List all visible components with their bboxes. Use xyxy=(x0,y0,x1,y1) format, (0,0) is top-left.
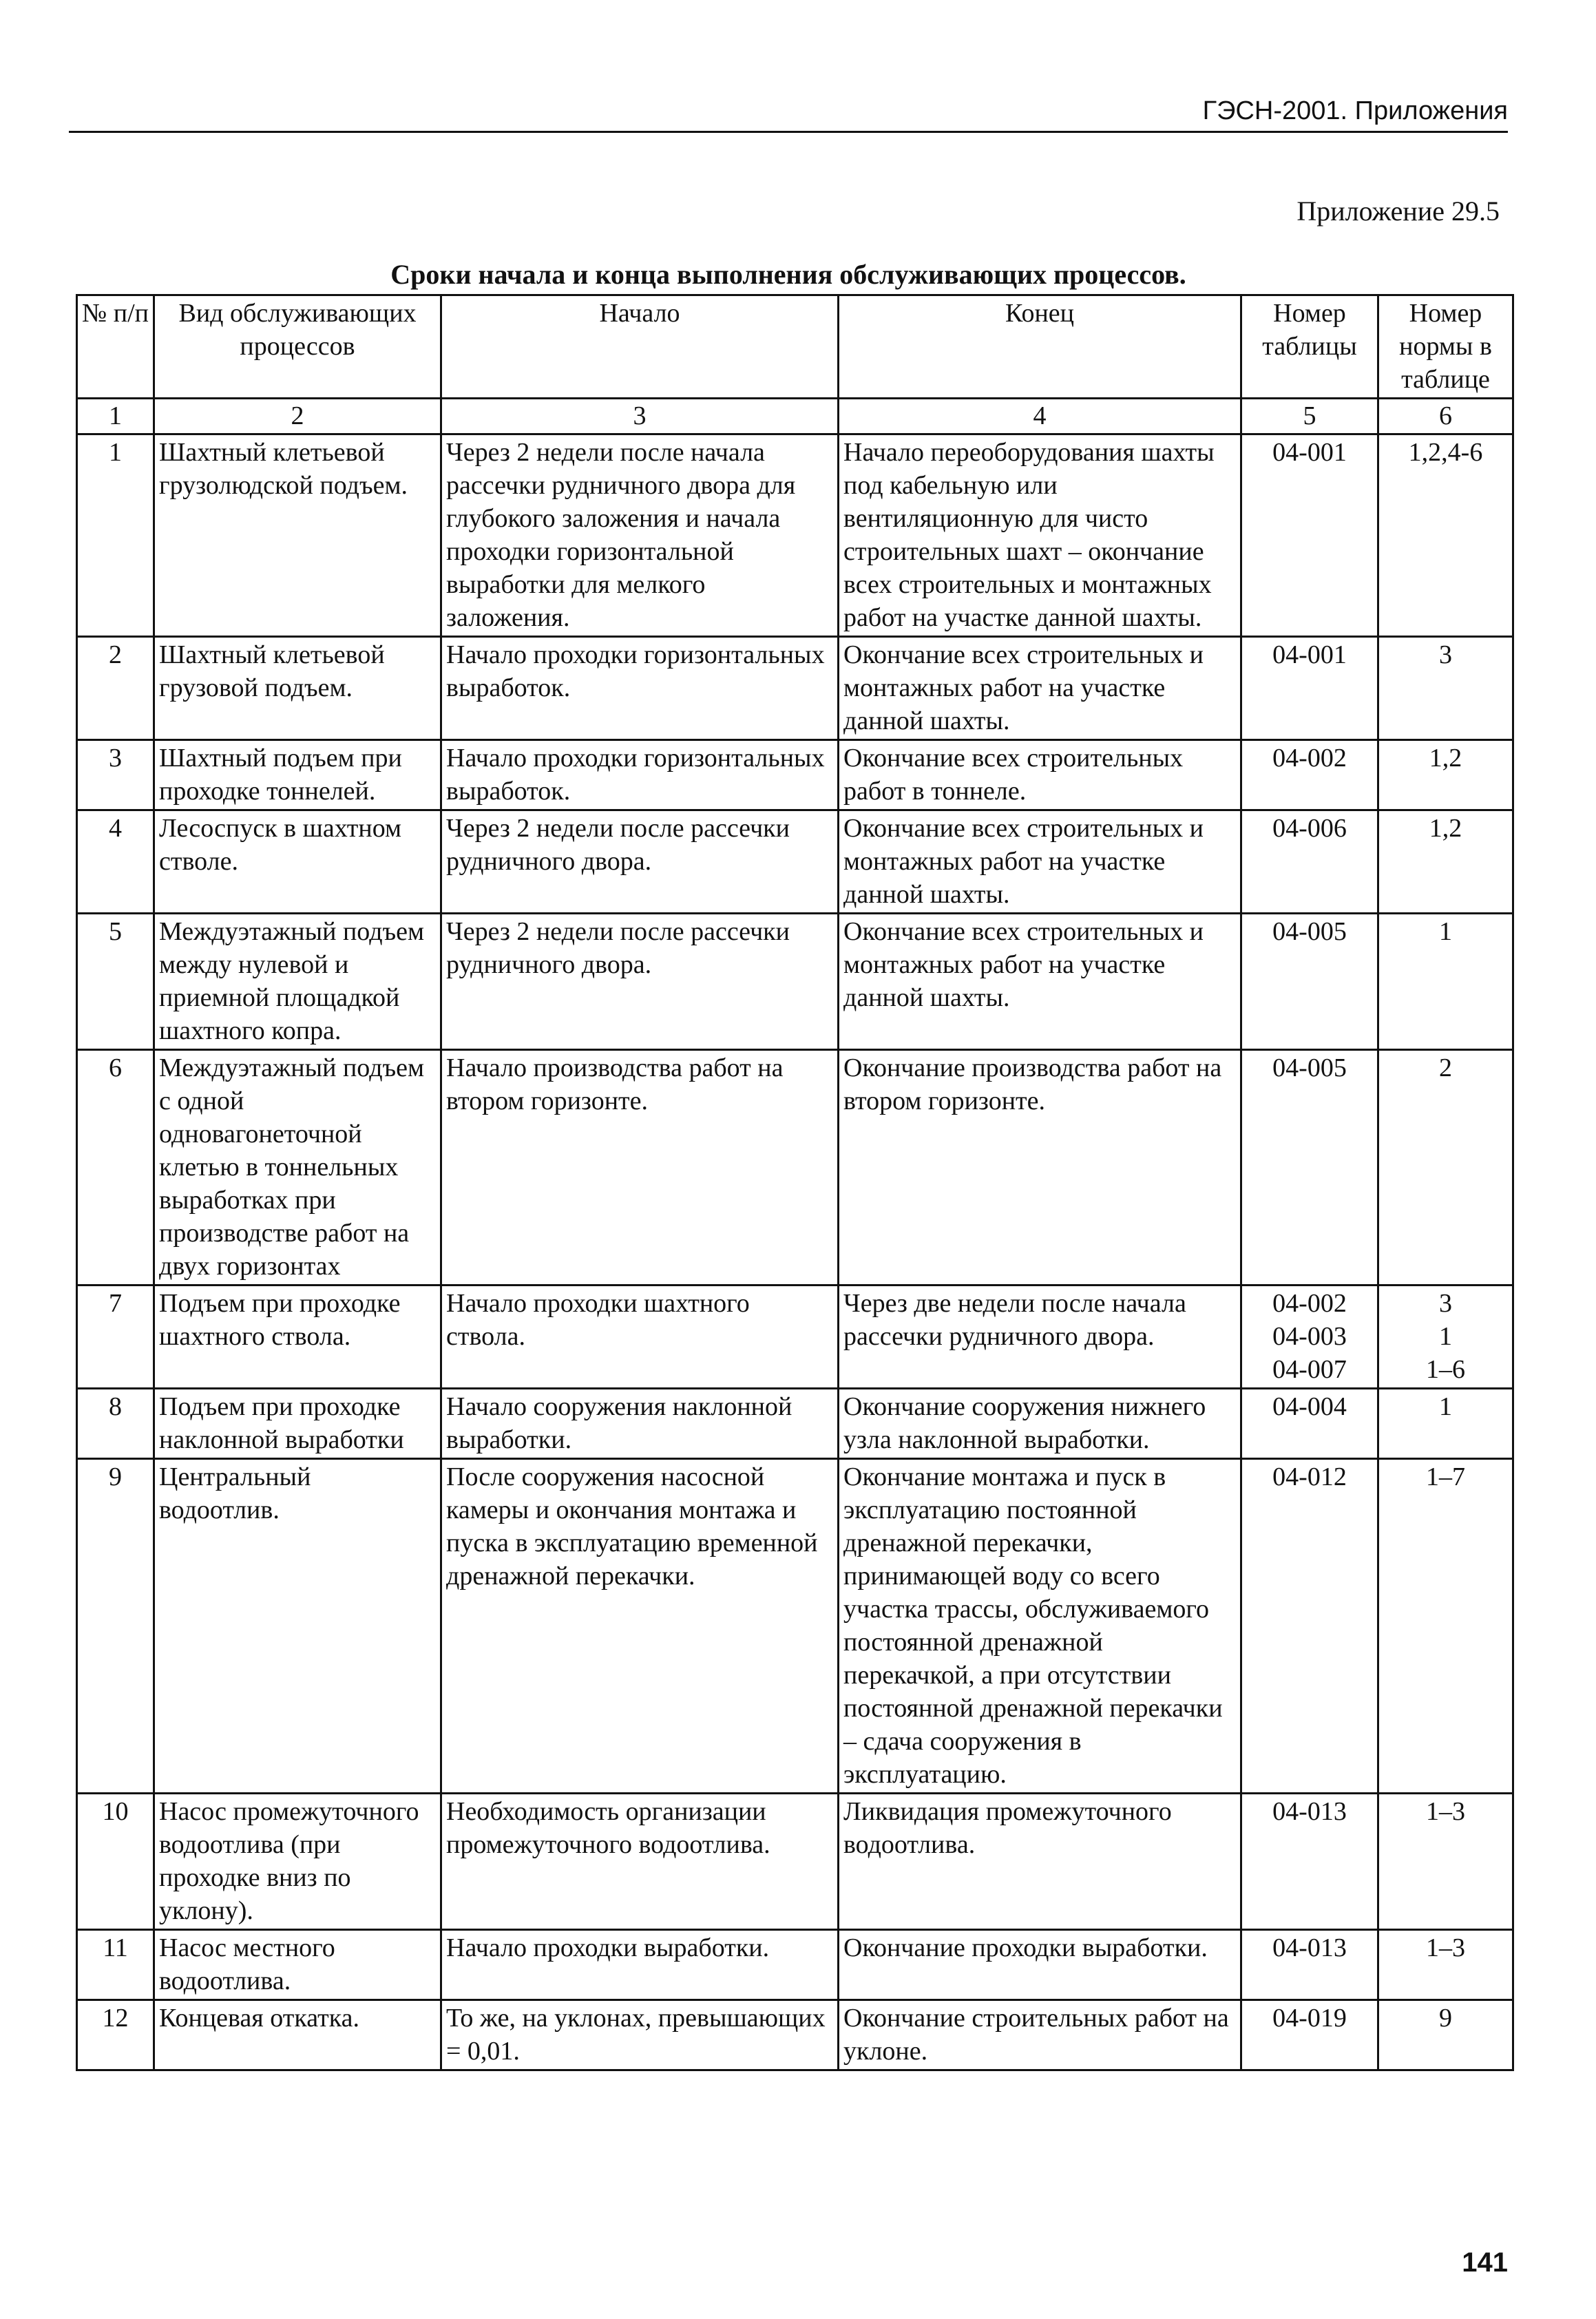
end-cell: Через две недели после начала рассечки рудничного двора. xyxy=(839,1286,1241,1389)
process-cell: Насос местного водоотлива. xyxy=(154,1930,441,2000)
norm-number-cell: 1–3 xyxy=(1378,1794,1513,1930)
table-number-cell: 04-013 xyxy=(1241,1794,1378,1930)
table-row xyxy=(77,914,1513,1050)
process-cell: Подъем при проходке шахтного ствола. xyxy=(154,1286,441,1389)
header-cell-process: Вид обслуживающих процессов xyxy=(154,295,441,399)
table-number-cell: 04-006 xyxy=(1241,810,1378,914)
table-number-cell: 04-005 xyxy=(1241,914,1378,1050)
end-cell: Окончание всех строительных работ в тоннеле. xyxy=(839,740,1241,810)
process-cell: Лесоспуск в шахтном стволе. xyxy=(154,810,441,914)
end-cell: Окончание всех строительных и монтажных работ на участке данной шахты. xyxy=(839,637,1241,740)
table-number-cell: 04-002 xyxy=(1241,740,1378,810)
column-number: 6 xyxy=(1378,399,1513,434)
header-cell-norm-no: Номер нормы в таблице xyxy=(1378,295,1513,399)
start-cell: Начало проходки горизонтальных выработок. xyxy=(441,740,839,810)
row-number-cell: 4 xyxy=(77,810,154,914)
norm-number-cell: 1,2 xyxy=(1378,810,1513,914)
table-row xyxy=(77,810,1513,914)
process-cell: Междуэтажный подъем с одной одновагонеточной клетью в тоннельных выработках при производстве работ на двух горизонтах xyxy=(154,1050,441,1286)
process-cell: Шахтный клетьевой грузолюдской подъем. xyxy=(154,434,441,637)
table-number-cell: 04-004 xyxy=(1241,1389,1378,1459)
norm-number-cell: 9 xyxy=(1378,2000,1513,2070)
table-row xyxy=(77,2000,1513,2070)
table-number-cell: 04-019 xyxy=(1241,2000,1378,2070)
norm-number-cell: 1 xyxy=(1378,914,1513,1050)
header-cell-end: Конец xyxy=(839,295,1241,399)
start-cell: Начало проходки шахтного ствола. xyxy=(441,1286,839,1389)
row-number-cell: 3 xyxy=(77,740,154,810)
column-number: 4 xyxy=(839,399,1241,434)
header-cell-table-no: Номер таблицы xyxy=(1241,295,1378,399)
row-number-cell: 11 xyxy=(77,1930,154,2000)
column-number-row xyxy=(77,399,1513,434)
start-cell: Через 2 недели после начала рассечки рудничного двора для глубокого заложения и начала проходки горизонтальной выработки для мелкого заложения. xyxy=(441,434,839,637)
norm-number-cell: 3 xyxy=(1378,637,1513,740)
process-cell: Шахтный клетьевой грузовой подъем. xyxy=(154,637,441,740)
table-row xyxy=(77,1286,1513,1389)
column-number: 2 xyxy=(154,399,441,434)
row-number-cell: 1 xyxy=(77,434,154,637)
start-cell: То же, на уклонах, превышающих = 0,01. xyxy=(441,2000,839,2070)
table-number-cell: 04-001 xyxy=(1241,434,1378,637)
row-number-cell: 8 xyxy=(77,1389,154,1459)
table-number-cell: 04-001 xyxy=(1241,637,1378,740)
table-row xyxy=(77,1459,1513,1794)
table-row xyxy=(77,1050,1513,1286)
table-number-cell: 04-005 xyxy=(1241,1050,1378,1286)
table-row xyxy=(77,637,1513,740)
norm-number-cell: 2 xyxy=(1378,1050,1513,1286)
table-number-cell: 04-012 xyxy=(1241,1459,1378,1794)
row-number-cell: 2 xyxy=(77,637,154,740)
end-cell: Окончание сооружения нижнего узла наклонной выработки. xyxy=(839,1389,1241,1459)
process-cell: Шахтный подъем при проходке тоннелей. xyxy=(154,740,441,810)
row-number-cell: 6 xyxy=(77,1050,154,1286)
norm-number-cell: 1–3 xyxy=(1378,1930,1513,2000)
table-row xyxy=(77,1389,1513,1459)
table-title: Сроки начала и конца выполнения обслуживающих процессов. xyxy=(390,259,1186,290)
end-cell: Окончание всех строительных и монтажных работ на участке данной шахты. xyxy=(839,914,1241,1050)
start-cell: После сооружения насосной камеры и окончания монтажа и пуска в эксплуатацию временной дренажной перекачки. xyxy=(441,1459,839,1794)
row-number-cell: 7 xyxy=(77,1286,154,1389)
running-title: ГЭСН-2001. Приложения xyxy=(1202,96,1508,125)
norm-number-cell: 1–7 xyxy=(1378,1459,1513,1794)
start-cell: Начало проходки горизонтальных выработок. xyxy=(441,637,839,740)
column-number: 5 xyxy=(1241,399,1378,434)
end-cell: Ликвидация промежуточного водоотлива. xyxy=(839,1794,1241,1930)
start-cell: Начало проходки выработки. xyxy=(441,1930,839,2000)
end-cell: Окончание проходки выработки. xyxy=(839,1930,1241,2000)
column-number: 1 xyxy=(77,399,154,434)
table-row xyxy=(77,1794,1513,1930)
start-cell: Через 2 недели после рассечки рудничного двора. xyxy=(441,914,839,1050)
start-cell: Начало производства работ на втором горизонте. xyxy=(441,1050,839,1286)
header-cell-no: № п/п xyxy=(77,295,154,399)
end-cell: Окончание строительных работ на уклоне. xyxy=(839,2000,1241,2070)
process-cell: Центральный водоотлив. xyxy=(154,1459,441,1794)
norm-number-cell: 1,2,4-6 xyxy=(1378,434,1513,637)
table-row xyxy=(77,434,1513,637)
header-cell-start: Начало xyxy=(441,295,839,399)
processes-table xyxy=(76,294,1514,2071)
row-number-cell: 10 xyxy=(77,1794,154,1930)
page-number: 141 xyxy=(1462,2247,1508,2278)
end-cell: Начало переоборудования шахты под кабельную или вентиляционную для чисто строительных шахт – окончание всех строительных и монтажных работ на участке данной шахты. xyxy=(839,434,1241,637)
end-cell: Окончание всех строительных и монтажных работ на участке данной шахты. xyxy=(839,810,1241,914)
start-cell: Через 2 недели после рассечки рудничного двора. xyxy=(441,810,839,914)
row-number-cell: 12 xyxy=(77,2000,154,2070)
row-number-cell: 9 xyxy=(77,1459,154,1794)
table-row xyxy=(77,1930,1513,2000)
header-rule xyxy=(69,131,1508,133)
end-cell: Окончание производства работ на втором горизонте. xyxy=(839,1050,1241,1286)
norm-number-cell: 3 1 1–6 xyxy=(1378,1286,1513,1389)
column-number: 3 xyxy=(441,399,839,434)
appendix-label: Приложение 29.5 xyxy=(1296,196,1500,227)
process-cell: Насос промежуточного водоотлива (при проходке вниз по уклону). xyxy=(154,1794,441,1930)
norm-number-cell: 1 xyxy=(1378,1389,1513,1459)
process-cell: Концевая откатка. xyxy=(154,2000,441,2070)
end-cell: Окончание монтажа и пуск в эксплуатацию постоянной дренажной перекачки, принимающей воду со всего участка трассы, обслуживаемого постоянной дренажной перекачкой, а при отсутствии постоянной дренажной перекачки – сдача сооружения в эксплуатацию. xyxy=(839,1459,1241,1794)
norm-number-cell: 1,2 xyxy=(1378,740,1513,810)
table-row xyxy=(77,740,1513,810)
process-cell: Междуэтажный подъем между нулевой и приемной площадкой шахтного копра. xyxy=(154,914,441,1050)
table-number-cell: 04-002 04-003 04-007 xyxy=(1241,1286,1378,1389)
table-header-row xyxy=(77,295,1513,399)
row-number-cell: 5 xyxy=(77,914,154,1050)
start-cell: Начало сооружения наклонной выработки. xyxy=(441,1389,839,1459)
start-cell: Необходимость организации промежуточного водоотлива. xyxy=(441,1794,839,1930)
process-cell: Подъем при проходке наклонной выработки xyxy=(154,1389,441,1459)
table-number-cell: 04-013 xyxy=(1241,1930,1378,2000)
